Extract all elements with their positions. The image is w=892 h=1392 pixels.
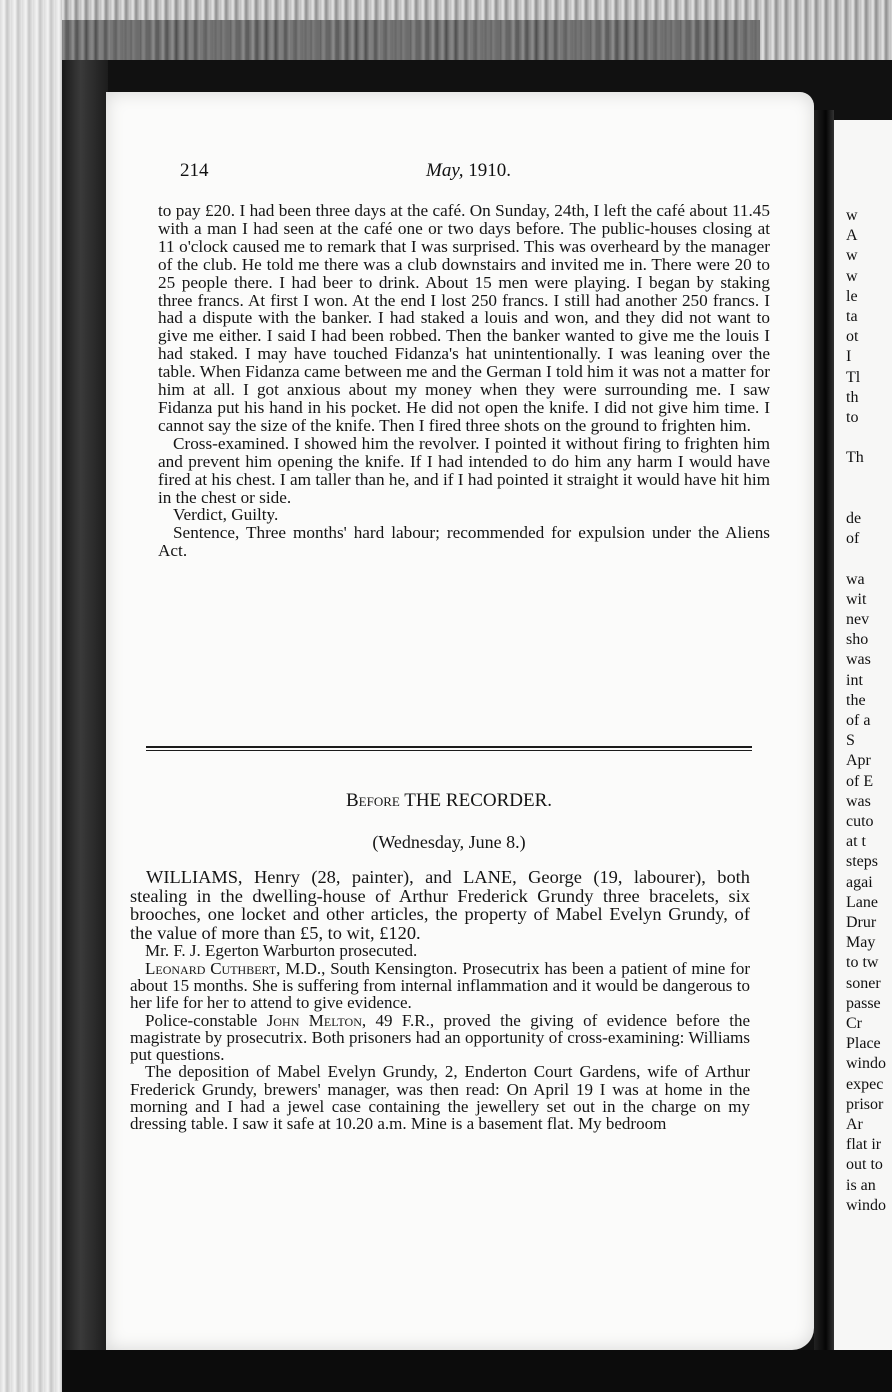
right-page-fragment: Drur — [846, 914, 877, 931]
right-page-fragment: at t — [846, 833, 866, 851]
section-divider — [146, 746, 752, 751]
book-spine-shadow — [62, 60, 108, 1392]
right-page-fragment: May — [846, 934, 876, 952]
right-page-fragment: th — [846, 388, 859, 406]
right-page-fragment: Ar — [846, 1116, 863, 1133]
paragraph: to pay £20. I had been three days at the café. On Sunday, 24th, I left the café about 11.45 with a man I had seen at the café one or two days before. The public-houses closing at 11 o'clock caused me to remark that I was surprised. This was overheard by the manager of the club. He told me there was a club downstairs and invited me in. There were 20 to 25 people there. I had beer to drink. About 15 men were playing. I began by staking three francs. At first I won. At the end I lost 250 francs. I still had another 250 francs. I had a dispute with the banker. I had staked a louis and won, and they did not want to give me either. I said I had been robbed. Then the banker wanted to give me the louis I had staked. I may have touched Fidanza's hat unintentionally. I was leaning over the table. When Fidanza came between me and the German I told him it was not a matter for him at all. I got anxious about my money when they were surrounding me. I saw Fidanza put his hand in his pocket. He did not open the knife. I did not give him time. I cannot say the size of the knife. Then I fired three shots on the ground to frighten him. — [158, 201, 770, 435]
paragraph-verdict: Verdict, Guilty. — [173, 505, 279, 525]
paragraph-sentence: Sentence, Three months' hard labour; recommended for expulsion under the Aliens Act. — [158, 523, 770, 561]
page-number: 214 — [180, 160, 209, 181]
witness-statement: , M.D., South Kensington. Prosecutrix has been a patient of mine for about 15 months. She is suffering from internal inflammation and it would be dangerous to her life for her to attend to give evidence. — [130, 958, 750, 1013]
right-page-fragment: was — [846, 792, 871, 810]
right-page-fragment: Th — [846, 449, 864, 467]
right-page-fragment: passe — [846, 994, 881, 1012]
witness-statement: , 49 F.R., proved the giving of evidence before the magistrate by prosecutrix. Both prisoners had an opportunity of cross-examining: Williams put questions. — [130, 1010, 750, 1065]
right-page-fragment: to tw — [846, 954, 879, 972]
right-page-fragment: windo — [846, 1055, 886, 1073]
witness-name: John Melton — [266, 1010, 362, 1030]
right-page-fragment: the — [846, 691, 866, 709]
right-page-fragment: ot — [846, 328, 859, 346]
right-page-fragment: Place — [846, 1035, 881, 1053]
right-page-fragment: nev — [846, 611, 870, 628]
right-page-fragment: sho — [846, 631, 869, 649]
paragraph-cross-examined: Cross-examined. I showed him the revolver. I pointed it without firing to frighten him and prevent him opening the knife. If I had intended to do him any harm I would have fired at his chest. I am taller than he, and if I had pointed it straight it would have hit him in the chest or side. — [158, 433, 770, 507]
right-page-fragment: de — [846, 510, 862, 527]
scan-top-edge — [0, 0, 892, 60]
witness-cuthbert — [130, 960, 750, 1012]
section-before: Before — [345, 790, 400, 811]
case-report — [130, 868, 750, 1133]
right-page-fragment: wa — [846, 570, 865, 588]
deposition: The deposition of Mabel Evelyn Grundy, 2, Enderton Court Gardens, wife of Arthur Frederick Grundy, brewers' manager, was then read: On April 19 I was at home in the morning and I had a jewel case containing the jewellery set out in the charge on my dressing table. I saw it safe at 10.20 a.m. Mine is a basement flat. My bedroom — [130, 1062, 750, 1134]
right-page-fragment: of E — [846, 772, 874, 790]
witness-name: Leonard Cuthbert — [145, 958, 277, 978]
right-page-fragment: to — [846, 409, 859, 426]
right-page-fragment: wit — [846, 590, 867, 608]
right-page-fragment: is an — [846, 1176, 876, 1194]
section-date: (Wednesday, June 8.) — [372, 832, 526, 852]
right-page-fragment: int — [846, 671, 863, 689]
right-page-fragment: w — [846, 207, 858, 224]
right-page-fragment: le — [846, 287, 858, 305]
running-head-year: 1910. — [468, 160, 511, 181]
book-gutter — [814, 110, 834, 1350]
scan-bottom-edge — [62, 1350, 892, 1392]
witness-melton — [130, 1012, 750, 1064]
right-page-fragment: of a — [846, 712, 871, 729]
right-page-fragment: agai — [846, 873, 873, 891]
right-page-fragment: was — [846, 651, 871, 669]
right-page-fragment: steps — [846, 853, 878, 871]
right-page-fragment: Apr — [846, 752, 871, 770]
right-page-fragment: A — [846, 227, 858, 245]
page-header — [180, 160, 780, 184]
testimony-continued — [158, 202, 770, 560]
right-page-fragment: windo — [846, 1196, 886, 1214]
right-page-fragment: out to — [846, 1156, 883, 1174]
witness-rank: Police-constable — [145, 1010, 267, 1030]
right-page-fragment: cuto — [846, 813, 874, 830]
right-page-fragment: w — [846, 267, 858, 285]
right-page-fragment: prisor — [846, 1095, 884, 1113]
right-page-fragment: Cr — [846, 1015, 862, 1032]
section-judge: THE RECORDER. — [404, 790, 553, 811]
right-page-fragment: S — [846, 732, 855, 750]
running-head-month: May, — [426, 160, 464, 181]
right-page-fragment: Tl — [846, 368, 861, 386]
right-page-fragment: ta — [846, 308, 858, 325]
section-title — [146, 790, 752, 812]
running-head — [426, 160, 511, 182]
indictment: WILLIAMS, Henry (28, painter), and LANE, George (19, labourer), both stealing in the dwelling-house of Arthur Frederick Grundy three bracelets, six brooches, one locket and other articles, the property of Mabel Evelyn Grundy, of the value of more than £5, to wit, £120. — [130, 867, 750, 943]
right-page-fragment: flat ir — [846, 1136, 882, 1154]
scan-left-edge — [0, 0, 62, 1392]
right-page-fragment: soner — [846, 974, 881, 992]
right-page-fragment: w — [846, 247, 858, 265]
right-page-fragment: expec — [846, 1075, 884, 1093]
prosecutor-line: Mr. F. J. Egerton Warburton prosecuted. — [145, 941, 418, 961]
right-page-fragment: of — [846, 530, 860, 548]
book-page-right-fragment — [834, 120, 892, 1350]
right-page-fragment: Lane — [846, 893, 878, 911]
right-page-fragment: I — [846, 348, 852, 366]
